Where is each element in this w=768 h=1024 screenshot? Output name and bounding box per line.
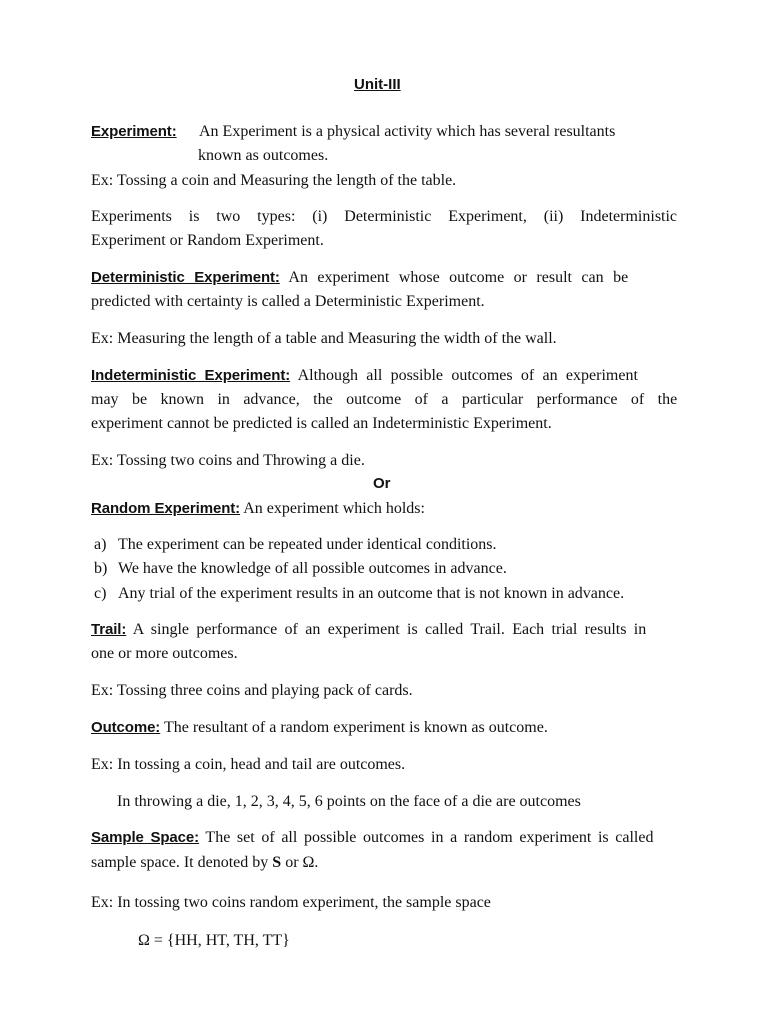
sample-space-formula: Ω = {HH, HT, TH, TT} — [138, 932, 290, 949]
symbol-s: S — [272, 854, 282, 871]
list-item-a: The experiment can be repeated under identical conditions. — [118, 536, 497, 553]
term-outcome: Outcome: — [91, 719, 161, 736]
types-line-2: Experiment or Random Experiment. — [91, 232, 324, 249]
trail-definition-1: A single performance of an experiment is called Trail. Each trial results in — [132, 621, 647, 638]
deterministic-line-1 — [91, 268, 628, 288]
deterministic-definition-2: predicted with certainty is called a Deterministic Experiment. — [91, 293, 485, 310]
sample-space-example: Ex: In tossing two coins random experiment, the sample space — [91, 894, 491, 911]
experiment-definition-text-1: An Experiment is a physical activity which has several resultants — [199, 123, 616, 140]
term-trail: Trail: — [91, 621, 127, 638]
experiment-example: Ex: Tossing a coin and Measuring the length of the table. — [91, 172, 457, 189]
indeterministic-definition-2: may be known in advance, the outcome of a particular performance of the — [91, 391, 678, 408]
experiment-definition-line-1 — [199, 122, 677, 142]
random-intro: An experiment which holds: — [243, 500, 425, 517]
random-line-1 — [91, 499, 425, 519]
trail-line-1 — [91, 620, 646, 640]
outcome-example-1: Ex: In tossing a coin, head and tail are outcomes. — [91, 756, 406, 773]
indeterministic-definition-1: Although all possible outcomes of an experiment — [297, 367, 638, 384]
list-marker-a: a) — [94, 536, 107, 553]
outcome-line-1 — [91, 718, 548, 738]
outcome-example-2: In throwing a die, 1, 2, 3, 4, 5, 6 points on the face of a die are outcomes — [117, 793, 581, 810]
indeterministic-definition-3: experiment cannot be predicted is called an Indeterministic Experiment. — [91, 415, 552, 432]
trail-example: Ex: Tossing three coins and playing pack of cards. — [91, 682, 413, 699]
or-separator: Or — [373, 475, 391, 492]
sample-space-line-1 — [91, 828, 653, 848]
term-sample-space: Sample Space: — [91, 829, 200, 846]
sample-space-definition-1: The set of all possible outcomes in a random experiment is called — [205, 829, 654, 846]
term-indeterministic: Indeterministic Experiment: — [91, 367, 291, 384]
trail-definition-2: one or more outcomes. — [91, 645, 238, 662]
list-item-c: Any trial of the experiment results in an outcome that is not known in advance. — [118, 585, 625, 602]
list-item-b: We have the knowledge of all possible outcomes in advance. — [118, 560, 507, 577]
sample-space-definition-2: sample space. It denoted by — [91, 854, 269, 871]
sample-space-line-2 — [91, 853, 318, 873]
or-word: or — [285, 854, 299, 871]
term-random: Random Experiment: — [91, 500, 241, 517]
deterministic-example: Ex: Measuring the length of a table and Measuring the width of the wall. — [91, 330, 557, 347]
term-deterministic: Deterministic Experiment: — [91, 269, 280, 286]
symbol-omega: Ω. — [302, 854, 319, 871]
term-experiment: Experiment: — [91, 123, 177, 140]
outcome-definition: The resultant of a random experiment is known as outcome. — [163, 719, 548, 736]
list-marker-b: b) — [94, 560, 108, 577]
indeterministic-line-1 — [91, 366, 638, 386]
page-title: Unit-III — [354, 76, 401, 93]
indeterministic-example: Ex: Tossing two coins and Throwing a die. — [91, 452, 365, 469]
deterministic-definition-1: An experiment whose outcome or result can be — [288, 269, 629, 286]
experiment-definition-line-2: known as outcomes. — [198, 147, 329, 164]
list-marker-c: c) — [94, 585, 107, 602]
types-line-1: Experiments is two types: (i) Deterministic Experiment, (ii) Indeterministic — [91, 208, 678, 225]
